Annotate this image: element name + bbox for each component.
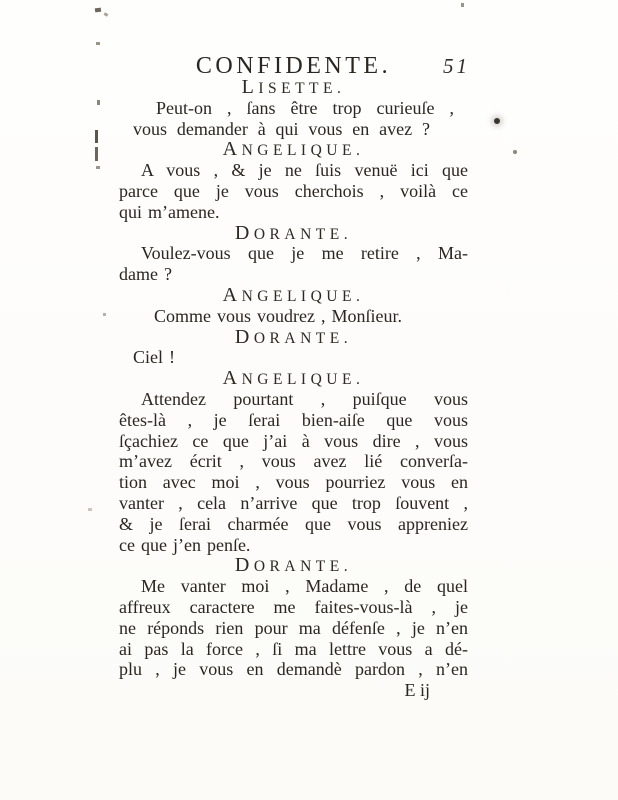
dialogue-line: ſçachiez ce que j’ai à vous dire , vous bbox=[119, 430, 468, 451]
text-block bbox=[119, 77, 468, 701]
ink-speck bbox=[96, 42, 100, 45]
ink-speck bbox=[461, 3, 464, 7]
dialogue-line: ne réponds rien pour ma défenſe , je n’en bbox=[119, 617, 468, 638]
ink-speck bbox=[95, 147, 98, 161]
dialogue-line: A vous , & je ne ſuis venuë ici que bbox=[141, 160, 468, 181]
ink-speck bbox=[95, 8, 101, 13]
ink-speck bbox=[88, 508, 92, 511]
dialogue-line: qui m’amene. bbox=[119, 201, 220, 222]
speaker-heading: LISETTE. bbox=[241, 76, 346, 98]
dialogue-line: plu , je vous en demandè pardon , n’en bbox=[119, 659, 468, 680]
dialogue-line: vous demander à qui vous en avez ? bbox=[133, 118, 430, 139]
dialogue-line: & je ſerai charmée que vous appreniez bbox=[119, 513, 468, 534]
dialogue-line: Comme vous voudrez , Monſieur. bbox=[154, 305, 402, 326]
dialogue-line: ce que j’en penſe. bbox=[119, 534, 251, 555]
dialogue-line: ai pas la force , ſi ma lettre vous a dé- bbox=[119, 638, 468, 659]
ink-speck bbox=[96, 166, 100, 169]
ink-speck bbox=[513, 150, 517, 154]
ink-speck bbox=[494, 118, 500, 124]
speaker-heading: DORANTE. bbox=[234, 554, 353, 577]
ink-speck bbox=[104, 12, 109, 17]
dialogue-line: parce que je vous cherchois , voilà ce bbox=[119, 180, 468, 201]
dialogue-line: affreux caractere me faites-vous-là , je bbox=[119, 596, 468, 617]
dialogue-line: m’avez écrit , vous avez lié converſa- bbox=[119, 451, 468, 472]
speaker-heading: ANGELIQUE. bbox=[222, 138, 365, 161]
dialogue-line: Peut-on , ſans être trop curieuſe , bbox=[156, 97, 454, 118]
speaker-heading: DORANTE. bbox=[234, 221, 353, 244]
dialogue-line: tion avec moi , vous pourriez vous en bbox=[119, 472, 468, 493]
dialogue-line: êtes-là , je ſerai bien-aiſe que vous bbox=[119, 409, 468, 430]
dialogue-line: vanter , cela n’arrive que trop ſouvent , bbox=[119, 492, 468, 513]
ink-speck bbox=[103, 313, 106, 316]
page-number: 51 bbox=[443, 54, 470, 78]
dialogue-line: Ciel ! bbox=[133, 347, 175, 368]
speaker-heading: DORANTE. bbox=[234, 325, 353, 348]
ink-speck bbox=[95, 130, 98, 143]
dialogue-line: Voulez-vous que je me retire , Ma- bbox=[141, 243, 468, 264]
dialogue-line: Me vanter moi , Madame , de quel bbox=[141, 576, 468, 597]
signature-mark: E ij bbox=[404, 680, 430, 701]
running-head-title: CONFIDENTE. bbox=[195, 53, 392, 79]
running-head bbox=[119, 54, 468, 78]
dialogue-line: dame ? bbox=[119, 264, 172, 285]
speaker-heading: ANGELIQUE. bbox=[222, 283, 365, 306]
speaker-heading: ANGELIQUE. bbox=[222, 367, 365, 390]
ink-speck bbox=[97, 100, 100, 105]
dialogue-line: Attendez pourtant , puiſque vous bbox=[141, 388, 468, 409]
